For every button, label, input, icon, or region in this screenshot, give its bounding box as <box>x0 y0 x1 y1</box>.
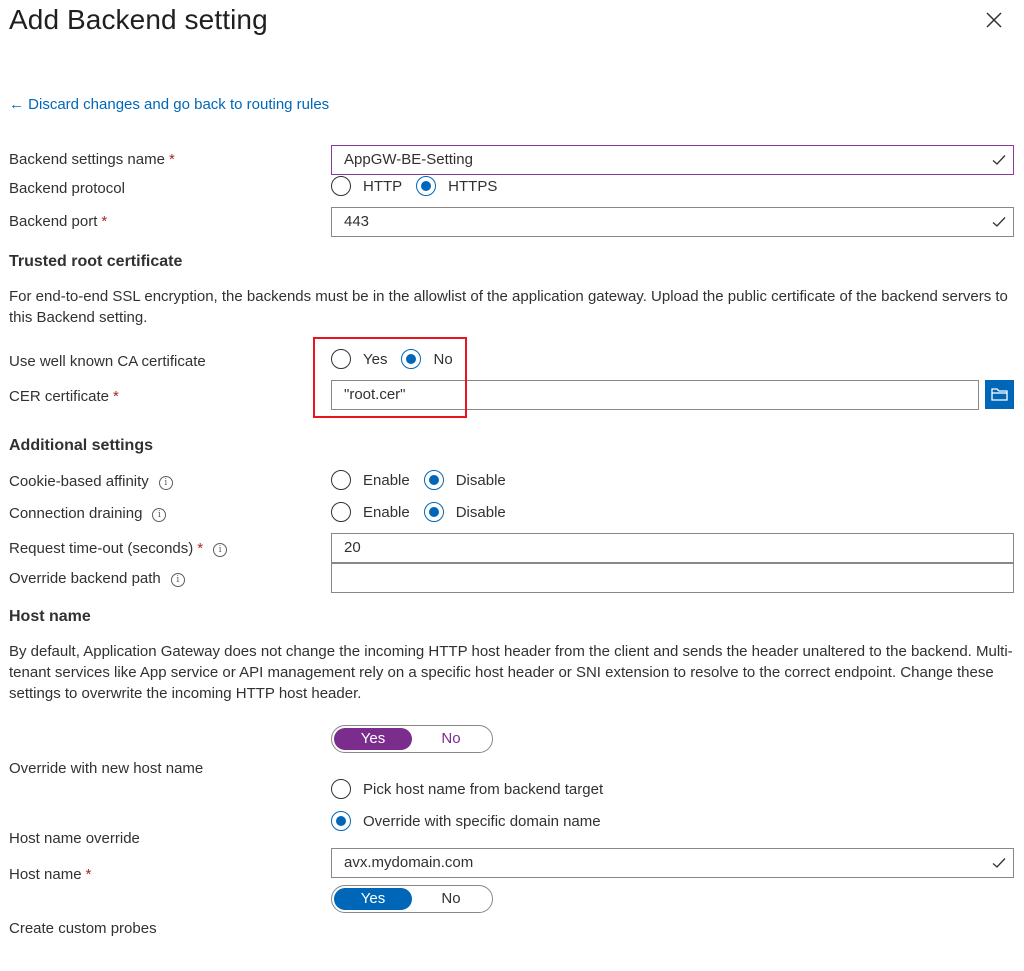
input-value: avx.mydomain.com <box>344 854 474 871</box>
backend-protocol-radio-group <box>331 176 511 196</box>
radio-circle <box>331 502 351 522</box>
override-new-host-label: Override with new host name <box>9 760 204 777</box>
label-text: Override backend path <box>9 570 161 587</box>
cookie-affinity-label <box>9 473 173 490</box>
use-well-known-ca-label: Use well known CA certificate <box>9 353 206 370</box>
radio-http[interactable] <box>331 176 402 196</box>
radio-label: Enable <box>363 471 410 489</box>
radio-cookie-disable[interactable] <box>424 470 506 490</box>
input-value: 20 <box>344 539 361 556</box>
required-marker: * <box>101 213 108 230</box>
cer-certificate-label <box>9 388 119 405</box>
radio-label: Enable <box>363 503 410 521</box>
host-name-label <box>9 866 91 883</box>
connection-draining-radio-group <box>331 502 520 522</box>
required-marker: * <box>197 540 204 557</box>
input-value: 443 <box>344 213 370 230</box>
additional-settings-heading: Additional settings <box>9 437 153 454</box>
backend-protocol-label: Backend protocol <box>9 180 125 197</box>
radio-pick-from-backend[interactable] <box>331 779 603 799</box>
backend-settings-name-label <box>9 151 175 168</box>
info-icon[interactable]: i <box>213 543 227 557</box>
annotation-highlight-box <box>313 337 467 418</box>
radio-label: HTTP <box>363 177 403 195</box>
checkmark-icon <box>992 215 1006 229</box>
discard-changes-link[interactable]: ← Discard changes and go back to routing rules <box>9 96 330 113</box>
radio-draining-enable[interactable] <box>331 502 410 522</box>
label-text: CER certificate <box>9 388 110 405</box>
info-icon[interactable]: i <box>171 573 185 587</box>
radio-circle <box>416 176 436 196</box>
required-marker: * <box>113 388 119 405</box>
cookie-affinity-radio-group <box>331 470 520 490</box>
radio-label: Disable <box>455 503 506 521</box>
host-name-input[interactable] <box>331 848 1014 878</box>
trusted-root-description: For end-to-end SSL encryption, the backends must be in the allowlist of the application gateway. Upload the public certificate of the backend servers to this Backend setting. <box>9 288 1008 326</box>
host-name-override-label: Host name override <box>9 830 140 847</box>
radio-label: Pick host name from backend target <box>363 780 604 798</box>
folder-icon <box>985 380 1014 409</box>
radio-draining-disable[interactable] <box>424 502 506 522</box>
toggle-no[interactable]: No <box>441 730 461 747</box>
checkmark-icon <box>992 856 1006 870</box>
radio-https[interactable] <box>416 176 497 196</box>
backend-settings-name-input[interactable] <box>331 145 1014 175</box>
radio-label: Override with specific domain name <box>363 812 601 830</box>
host-name-heading: Host name <box>9 608 91 625</box>
radio-override-domain[interactable] <box>331 811 601 831</box>
host-name-override-option-1 <box>331 779 617 799</box>
label-text: Backend port <box>9 213 98 230</box>
input-value: "root.cer" <box>344 386 406 403</box>
label-text: Cookie-based affinity <box>9 473 149 490</box>
label-text: Request time-out (seconds) <box>9 540 194 557</box>
label-text: Backend settings name <box>9 151 165 168</box>
override-new-host-toggle[interactable] <box>331 725 493 753</box>
host-name-override-option-2 <box>331 811 615 831</box>
browse-file-button[interactable] <box>985 380 1014 409</box>
request-timeout-label <box>9 540 227 557</box>
override-backend-path-input[interactable] <box>331 563 1014 593</box>
backend-port-label <box>9 213 107 230</box>
radio-label: HTTPS <box>448 177 498 195</box>
radio-circle <box>424 502 444 522</box>
radio-circle <box>424 470 444 490</box>
radio-circle <box>331 176 351 196</box>
info-icon[interactable]: i <box>159 476 173 490</box>
radio-circle <box>331 811 351 831</box>
radio-circle <box>331 470 351 490</box>
toggle-yes[interactable]: Yes <box>334 888 412 910</box>
input-value: AppGW-BE-Setting <box>344 151 473 168</box>
required-marker: * <box>85 866 92 883</box>
toggle-yes[interactable]: Yes <box>334 728 412 750</box>
radio-label: Yes <box>363 350 388 368</box>
host-name-description: By default, Application Gateway does not change the incoming HTTP host header from the client and sends the header unaltered to the backend. Multi-tenant services like App service or API management rely on a specific host header or SNI extension to resolve to the correct endpoint. Change these settings to overwrite the incoming HTTP host header. <box>9 643 1013 702</box>
radio-circle <box>331 779 351 799</box>
create-custom-probes-label: Create custom probes <box>9 920 157 937</box>
connection-draining-label <box>9 505 166 522</box>
backend-port-input[interactable] <box>331 207 1014 237</box>
required-marker: * <box>168 151 175 168</box>
radio-cookie-enable[interactable] <box>331 470 410 490</box>
request-timeout-input[interactable] <box>331 533 1014 563</box>
trusted-root-heading: Trusted root certificate <box>9 253 183 270</box>
toggle-no[interactable]: No <box>441 890 461 907</box>
radio-label: No <box>433 350 453 368</box>
radio-label: Disable <box>455 471 506 489</box>
info-icon[interactable]: i <box>152 508 166 522</box>
close-icon[interactable] <box>983 9 1005 31</box>
checkmark-icon <box>992 153 1006 167</box>
page-title: Add Backend setting <box>9 4 268 35</box>
custom-probes-toggle[interactable] <box>331 885 493 913</box>
override-backend-path-label <box>9 570 185 587</box>
label-text: Host name <box>9 866 82 883</box>
label-text: Connection draining <box>9 505 143 522</box>
